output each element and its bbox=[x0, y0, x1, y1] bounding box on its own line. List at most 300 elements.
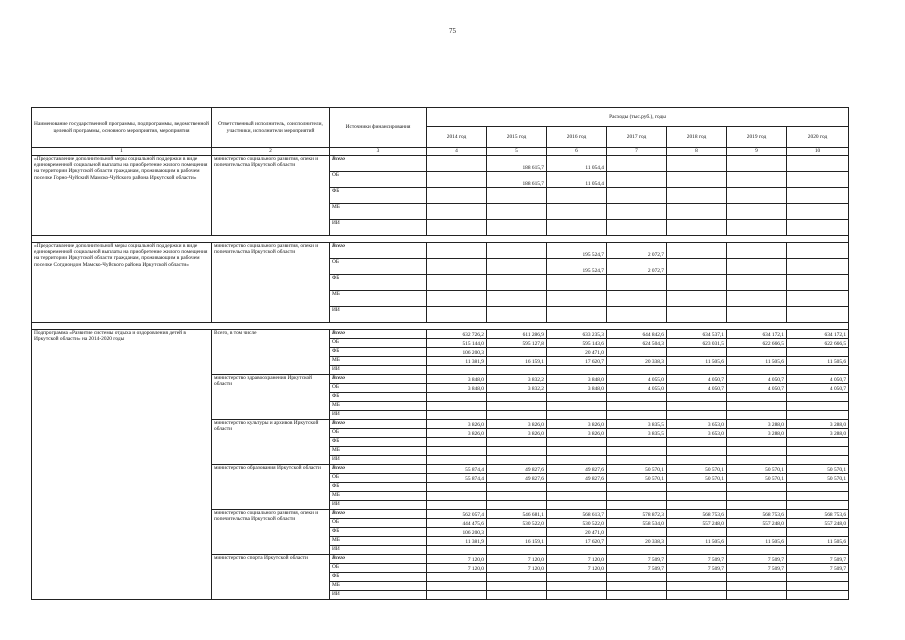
amount-cell bbox=[727, 591, 787, 600]
amount-cell: 195 524,7 bbox=[547, 243, 607, 259]
amount-cell bbox=[607, 582, 667, 591]
amount-cell bbox=[667, 348, 727, 357]
amount-cell: 3 832,2 bbox=[487, 375, 547, 384]
amount-cell bbox=[607, 366, 667, 375]
funding-source: ИИ bbox=[330, 456, 427, 465]
amount-cell bbox=[727, 528, 787, 537]
amount-cell: 568 753,6 bbox=[667, 510, 727, 519]
amount-cell bbox=[547, 291, 607, 307]
amount-cell: 106 200,3 bbox=[427, 528, 487, 537]
amount-cell bbox=[547, 438, 607, 447]
amount-cell bbox=[427, 220, 487, 236]
column-number: 5 bbox=[487, 148, 547, 156]
funding-source: Всего bbox=[330, 510, 427, 519]
column-number: 10 bbox=[787, 148, 849, 156]
amount-cell bbox=[427, 275, 487, 291]
funding-source: ИИ bbox=[330, 366, 427, 375]
header-executor: Ответственный исполнитель, соисполнители, участники, исполнители мероприятий bbox=[212, 108, 330, 148]
amount-cell: 49 827,6 bbox=[487, 465, 547, 474]
amount-cell bbox=[607, 546, 667, 555]
amount-cell bbox=[727, 573, 787, 582]
amount-cell bbox=[427, 447, 487, 456]
amount-cell bbox=[727, 172, 787, 188]
amount-cell bbox=[427, 411, 487, 420]
page-number: 75 bbox=[449, 27, 456, 35]
funding-source: ИИ bbox=[330, 501, 427, 510]
amount-cell bbox=[607, 447, 667, 456]
funding-source: МБ bbox=[330, 492, 427, 501]
amount-cell: 515 144,0 bbox=[427, 339, 487, 348]
amount-cell bbox=[787, 291, 849, 307]
amount-cell: 578 872,3 bbox=[607, 510, 667, 519]
amount-cell bbox=[787, 172, 849, 188]
amount-cell bbox=[487, 204, 547, 220]
amount-cell: 20 471,0 bbox=[547, 348, 607, 357]
amount-cell: 3 848,0 bbox=[427, 375, 487, 384]
amount-cell bbox=[727, 188, 787, 204]
amount-cell bbox=[547, 411, 607, 420]
amount-cell bbox=[727, 307, 787, 323]
amount-cell: 4 055,0 bbox=[607, 375, 667, 384]
amount-cell: 530 522,0 bbox=[547, 519, 607, 528]
funding-source: ОБ bbox=[330, 564, 427, 573]
measure-name: Подпрограмма «Развитие системы отдыха и оздоровления детей в Иркутской области» на 2014-2020 годы bbox=[32, 330, 212, 600]
amount-cell bbox=[667, 501, 727, 510]
amount-cell bbox=[487, 220, 547, 236]
amount-cell bbox=[667, 573, 727, 582]
amount-cell: 3 288,0 bbox=[787, 420, 849, 429]
amount-cell bbox=[607, 573, 667, 582]
amount-cell bbox=[727, 220, 787, 236]
amount-cell: 7 120,0 bbox=[547, 564, 607, 573]
amount-cell bbox=[667, 243, 727, 259]
amount-cell bbox=[427, 591, 487, 600]
funding-source: ОБ bbox=[330, 519, 427, 528]
amount-cell bbox=[487, 582, 547, 591]
amount-cell: 11 054,4 bbox=[547, 172, 607, 188]
funding-source: Всего bbox=[330, 465, 427, 474]
amount-cell bbox=[427, 483, 487, 492]
amount-cell bbox=[787, 243, 849, 259]
column-number: 2 bbox=[212, 148, 330, 156]
amount-cell bbox=[607, 172, 667, 188]
amount-cell bbox=[727, 582, 787, 591]
amount-cell: 7 509,7 bbox=[667, 564, 727, 573]
amount-cell bbox=[667, 438, 727, 447]
amount-cell bbox=[667, 393, 727, 402]
amount-cell: 55 874,4 bbox=[427, 474, 487, 483]
amount-cell bbox=[727, 402, 787, 411]
amount-cell: 3 835,5 bbox=[607, 420, 667, 429]
amount-cell bbox=[487, 456, 547, 465]
funding-source: ИИ bbox=[330, 220, 427, 236]
funding-source: МБ bbox=[330, 537, 427, 546]
amount-cell bbox=[607, 275, 667, 291]
amount-cell bbox=[607, 501, 667, 510]
amount-cell: 16 159,1 bbox=[487, 537, 547, 546]
amount-cell: 3 848,0 bbox=[427, 384, 487, 393]
amount-cell bbox=[727, 411, 787, 420]
amount-cell: 20 471,0 bbox=[547, 528, 607, 537]
executor: министерство здравоохранения Иркутской области bbox=[212, 375, 330, 420]
spacer-row bbox=[32, 323, 849, 330]
amount-cell: 3 826,0 bbox=[427, 420, 487, 429]
amount-cell bbox=[427, 188, 487, 204]
amount-cell bbox=[667, 546, 727, 555]
amount-cell: 55 874,4 bbox=[427, 465, 487, 474]
amount-cell: 188 615,7 bbox=[487, 172, 547, 188]
amount-cell: 3 653,0 bbox=[667, 429, 727, 438]
funding-source: ИИ bbox=[330, 307, 427, 323]
funding-source: ОБ bbox=[330, 429, 427, 438]
amount-cell bbox=[787, 220, 849, 236]
budget-table bbox=[31, 107, 849, 600]
amount-cell bbox=[727, 156, 787, 172]
funding-source: ОБ bbox=[330, 474, 427, 483]
amount-cell: 568 753,6 bbox=[787, 510, 849, 519]
amount-cell bbox=[667, 447, 727, 456]
amount-cell bbox=[727, 243, 787, 259]
funding-source: МБ bbox=[330, 291, 427, 307]
amount-cell: 7 509,7 bbox=[787, 555, 849, 564]
amount-cell: 7 120,0 bbox=[487, 564, 547, 573]
amount-cell: 546 681,1 bbox=[487, 510, 547, 519]
funding-source: МБ bbox=[330, 447, 427, 456]
amount-cell: 7 120,0 bbox=[427, 564, 487, 573]
amount-cell bbox=[787, 275, 849, 291]
amount-cell bbox=[427, 366, 487, 375]
amount-cell: 622 666,5 bbox=[727, 339, 787, 348]
amount-cell bbox=[667, 172, 727, 188]
amount-cell bbox=[787, 573, 849, 582]
amount-cell: 611 286,9 bbox=[487, 330, 547, 339]
amount-cell: 3 653,0 bbox=[667, 420, 727, 429]
amount-cell bbox=[667, 591, 727, 600]
amount-cell: 7 120,0 bbox=[547, 555, 607, 564]
executor: министерство спорта Иркутской области bbox=[212, 555, 330, 600]
amount-cell bbox=[547, 204, 607, 220]
amount-cell bbox=[427, 204, 487, 220]
amount-cell bbox=[487, 438, 547, 447]
amount-cell: 11 505,6 bbox=[667, 357, 727, 366]
amount-cell: 568 753,6 bbox=[727, 510, 787, 519]
amount-cell bbox=[427, 573, 487, 582]
measure-name: «Предоставление дополнительной меры социальной поддержки в виде единовременной социальной выплаты на приобретение жилого помещения на территории Иркутской области гражданам, проживающим в рабочем поселке Согдиондон Мамско-Чуйского района Иркутской области» bbox=[32, 243, 212, 323]
amount-cell bbox=[547, 393, 607, 402]
amount-cell bbox=[487, 393, 547, 402]
amount-cell bbox=[547, 456, 607, 465]
executor: министерство социального развития, опеки и попечительства Иркутской области bbox=[212, 243, 330, 323]
amount-cell: 562 057,4 bbox=[427, 510, 487, 519]
funding-source: МБ bbox=[330, 204, 427, 220]
amount-cell: 50 570,1 bbox=[787, 474, 849, 483]
header-year: 2019 год bbox=[727, 127, 787, 148]
amount-cell bbox=[607, 492, 667, 501]
funding-source: ФБ bbox=[330, 275, 427, 291]
amount-cell bbox=[607, 204, 667, 220]
amount-cell bbox=[727, 456, 787, 465]
amount-cell bbox=[427, 259, 487, 275]
executor: министерство социального развития, опеки и попечительства Иркутской области bbox=[212, 510, 330, 555]
funding-source: ФБ bbox=[330, 393, 427, 402]
amount-cell: 7 509,7 bbox=[667, 555, 727, 564]
amount-cell: 634 537,1 bbox=[667, 330, 727, 339]
amount-cell bbox=[727, 492, 787, 501]
amount-cell: 188 615,7 bbox=[487, 156, 547, 172]
amount-cell: 50 570,1 bbox=[787, 465, 849, 474]
amount-cell bbox=[607, 220, 667, 236]
funding-source: ИИ bbox=[330, 591, 427, 600]
amount-cell bbox=[607, 483, 667, 492]
amount-cell: 3 848,0 bbox=[547, 375, 607, 384]
amount-cell bbox=[667, 188, 727, 204]
amount-cell: 20 338,3 bbox=[607, 537, 667, 546]
amount-cell bbox=[547, 447, 607, 456]
spacer-cell bbox=[32, 236, 849, 243]
amount-cell bbox=[547, 546, 607, 555]
amount-cell bbox=[607, 402, 667, 411]
amount-cell bbox=[547, 573, 607, 582]
amount-cell bbox=[607, 411, 667, 420]
amount-cell bbox=[487, 411, 547, 420]
table-row bbox=[32, 156, 849, 172]
amount-cell: 11 054,4 bbox=[547, 156, 607, 172]
amount-cell bbox=[667, 456, 727, 465]
amount-cell bbox=[487, 573, 547, 582]
amount-cell bbox=[607, 291, 667, 307]
amount-cell: 7 509,7 bbox=[727, 555, 787, 564]
amount-cell bbox=[787, 348, 849, 357]
amount-cell bbox=[787, 492, 849, 501]
amount-cell bbox=[787, 188, 849, 204]
amount-cell bbox=[427, 393, 487, 402]
amount-cell: 7 509,7 bbox=[607, 564, 667, 573]
amount-cell bbox=[727, 546, 787, 555]
amount-cell bbox=[487, 447, 547, 456]
amount-cell: 622 666,5 bbox=[787, 339, 849, 348]
amount-cell bbox=[727, 259, 787, 275]
amount-cell bbox=[727, 438, 787, 447]
header-year: 2016 год bbox=[547, 127, 607, 148]
amount-cell: 195 524,7 bbox=[547, 259, 607, 275]
amount-cell bbox=[727, 348, 787, 357]
column-number: 7 bbox=[607, 148, 667, 156]
amount-cell: 3 848,0 bbox=[547, 384, 607, 393]
amount-cell: 632 726,2 bbox=[427, 330, 487, 339]
amount-cell: 49 827,6 bbox=[487, 474, 547, 483]
amount-cell: 50 570,1 bbox=[727, 465, 787, 474]
amount-cell bbox=[547, 188, 607, 204]
amount-cell bbox=[487, 275, 547, 291]
amount-cell bbox=[547, 220, 607, 236]
amount-cell bbox=[727, 447, 787, 456]
amount-cell bbox=[547, 366, 607, 375]
amount-cell bbox=[667, 204, 727, 220]
amount-cell bbox=[667, 492, 727, 501]
spacer-row bbox=[32, 236, 849, 243]
amount-cell: 11 505,6 bbox=[727, 537, 787, 546]
amount-cell bbox=[787, 402, 849, 411]
amount-cell: 558 534,0 bbox=[607, 519, 667, 528]
spacer-cell bbox=[32, 323, 849, 330]
amount-cell: 595 127,8 bbox=[487, 339, 547, 348]
amount-cell bbox=[667, 275, 727, 291]
amount-cell: 16 159,1 bbox=[487, 357, 547, 366]
amount-cell bbox=[787, 447, 849, 456]
amount-cell bbox=[607, 438, 667, 447]
amount-cell bbox=[787, 307, 849, 323]
amount-cell: 3 826,0 bbox=[427, 429, 487, 438]
amount-cell: 49 827,6 bbox=[547, 474, 607, 483]
amount-cell bbox=[607, 348, 667, 357]
amount-cell: 3 826,0 bbox=[487, 420, 547, 429]
amount-cell bbox=[607, 456, 667, 465]
amount-cell: 3 832,2 bbox=[487, 384, 547, 393]
funding-source: ФБ bbox=[330, 188, 427, 204]
amount-cell bbox=[427, 172, 487, 188]
executor: министерство культуры и архивов Иркутской области bbox=[212, 420, 330, 465]
amount-cell bbox=[547, 275, 607, 291]
amount-cell bbox=[487, 291, 547, 307]
amount-cell bbox=[547, 402, 607, 411]
amount-cell bbox=[727, 366, 787, 375]
amount-cell bbox=[427, 291, 487, 307]
column-number: 9 bbox=[727, 148, 787, 156]
amount-cell: 557 248,0 bbox=[787, 519, 849, 528]
amount-cell: 50 570,1 bbox=[607, 465, 667, 474]
table-row bbox=[32, 330, 849, 339]
amount-cell: 634 172,1 bbox=[727, 330, 787, 339]
table-row bbox=[32, 243, 849, 259]
header-year: 2018 год bbox=[667, 127, 727, 148]
column-number: 6 bbox=[547, 148, 607, 156]
amount-cell: 17 620,7 bbox=[547, 357, 607, 366]
funding-source: ИИ bbox=[330, 411, 427, 420]
executor: министерство образования Иркутской области bbox=[212, 465, 330, 510]
amount-cell: 4 050,7 bbox=[787, 375, 849, 384]
amount-cell bbox=[427, 307, 487, 323]
amount-cell bbox=[727, 393, 787, 402]
amount-cell bbox=[667, 291, 727, 307]
amount-cell: 633 235,3 bbox=[547, 330, 607, 339]
amount-cell bbox=[727, 501, 787, 510]
amount-cell: 623 031,5 bbox=[667, 339, 727, 348]
funding-source: ОБ bbox=[330, 339, 427, 348]
amount-cell: 4 050,7 bbox=[727, 384, 787, 393]
amount-cell bbox=[427, 582, 487, 591]
amount-cell bbox=[427, 492, 487, 501]
amount-cell bbox=[547, 307, 607, 323]
amount-cell bbox=[607, 393, 667, 402]
amount-cell bbox=[427, 156, 487, 172]
funding-source: МБ bbox=[330, 402, 427, 411]
funding-source: Всего bbox=[330, 375, 427, 384]
amount-cell bbox=[607, 528, 667, 537]
amount-cell bbox=[487, 243, 547, 259]
amount-cell: 557 248,0 bbox=[667, 519, 727, 528]
amount-cell: 3 826,0 bbox=[487, 429, 547, 438]
amount-cell bbox=[427, 243, 487, 259]
table-body bbox=[32, 156, 849, 600]
funding-source: ФБ bbox=[330, 438, 427, 447]
amount-cell: 3 288,0 bbox=[787, 429, 849, 438]
amount-cell bbox=[787, 393, 849, 402]
amount-cell: 595 143,6 bbox=[547, 339, 607, 348]
amount-cell bbox=[787, 546, 849, 555]
amount-cell: 530 522,0 bbox=[487, 519, 547, 528]
amount-cell bbox=[487, 366, 547, 375]
amount-cell bbox=[427, 438, 487, 447]
amount-cell: 11 505,6 bbox=[787, 537, 849, 546]
amount-cell bbox=[787, 501, 849, 510]
amount-cell bbox=[427, 501, 487, 510]
amount-cell bbox=[727, 204, 787, 220]
amount-cell bbox=[427, 546, 487, 555]
amount-cell: 3 826,0 bbox=[547, 429, 607, 438]
amount-cell: 11 505,6 bbox=[727, 357, 787, 366]
amount-cell: 624 504,3 bbox=[607, 339, 667, 348]
amount-cell bbox=[727, 483, 787, 492]
amount-cell: 50 570,1 bbox=[607, 474, 667, 483]
amount-cell: 17 620,7 bbox=[547, 537, 607, 546]
column-number: 4 bbox=[427, 148, 487, 156]
funding-source: ФБ bbox=[330, 573, 427, 582]
amount-cell bbox=[427, 456, 487, 465]
column-number: 1 bbox=[32, 148, 212, 156]
amount-cell bbox=[787, 591, 849, 600]
amount-cell bbox=[667, 411, 727, 420]
funding-source: ФБ bbox=[330, 348, 427, 357]
executor: Всего, в том числе bbox=[212, 330, 330, 375]
amount-cell bbox=[487, 259, 547, 275]
column-number: 3 bbox=[330, 148, 427, 156]
funding-source: Всего bbox=[330, 420, 427, 429]
amount-cell bbox=[547, 483, 607, 492]
header-source: Источники финансирования bbox=[330, 108, 427, 148]
amount-cell bbox=[487, 307, 547, 323]
amount-cell bbox=[547, 591, 607, 600]
header-expenses: Расходы (тыс.руб.), годы bbox=[427, 108, 849, 127]
amount-cell bbox=[487, 483, 547, 492]
amount-cell: 7 120,0 bbox=[487, 555, 547, 564]
amount-cell: 50 570,1 bbox=[667, 474, 727, 483]
amount-cell: 2 072,7 bbox=[607, 259, 667, 275]
funding-source: МБ bbox=[330, 357, 427, 366]
amount-cell bbox=[667, 259, 727, 275]
amount-cell: 11 381,9 bbox=[427, 357, 487, 366]
amount-cell bbox=[487, 188, 547, 204]
header-name: Наименование государственной программы, подпрограммы, ведомственной целевой программы, основного мероприятия, мероприятия bbox=[32, 108, 212, 148]
funding-source: Всего bbox=[330, 555, 427, 564]
amount-cell bbox=[607, 591, 667, 600]
amount-cell: 7 509,7 bbox=[607, 555, 667, 564]
amount-cell bbox=[667, 528, 727, 537]
amount-cell bbox=[667, 402, 727, 411]
amount-cell: 4 055,0 bbox=[607, 384, 667, 393]
amount-cell bbox=[487, 492, 547, 501]
amount-cell: 557 248,0 bbox=[727, 519, 787, 528]
amount-cell: 20 338,3 bbox=[607, 357, 667, 366]
amount-cell: 4 050,7 bbox=[667, 375, 727, 384]
amount-cell bbox=[667, 366, 727, 375]
amount-cell: 444 475,6 bbox=[427, 519, 487, 528]
funding-source: ФБ bbox=[330, 528, 427, 537]
amount-cell bbox=[667, 220, 727, 236]
amount-cell bbox=[607, 307, 667, 323]
amount-cell bbox=[547, 501, 607, 510]
amount-cell: 7 120,0 bbox=[427, 555, 487, 564]
measure-name: «Предоставление дополнительной меры социальной поддержки в виде единовременной социальной выплаты на приобретение жилого помещения на территории Иркутской области гражданам, проживающим в рабочем поселке Горно-Чуйский Мамско-Чуйского района Иркутской области» bbox=[32, 156, 212, 236]
